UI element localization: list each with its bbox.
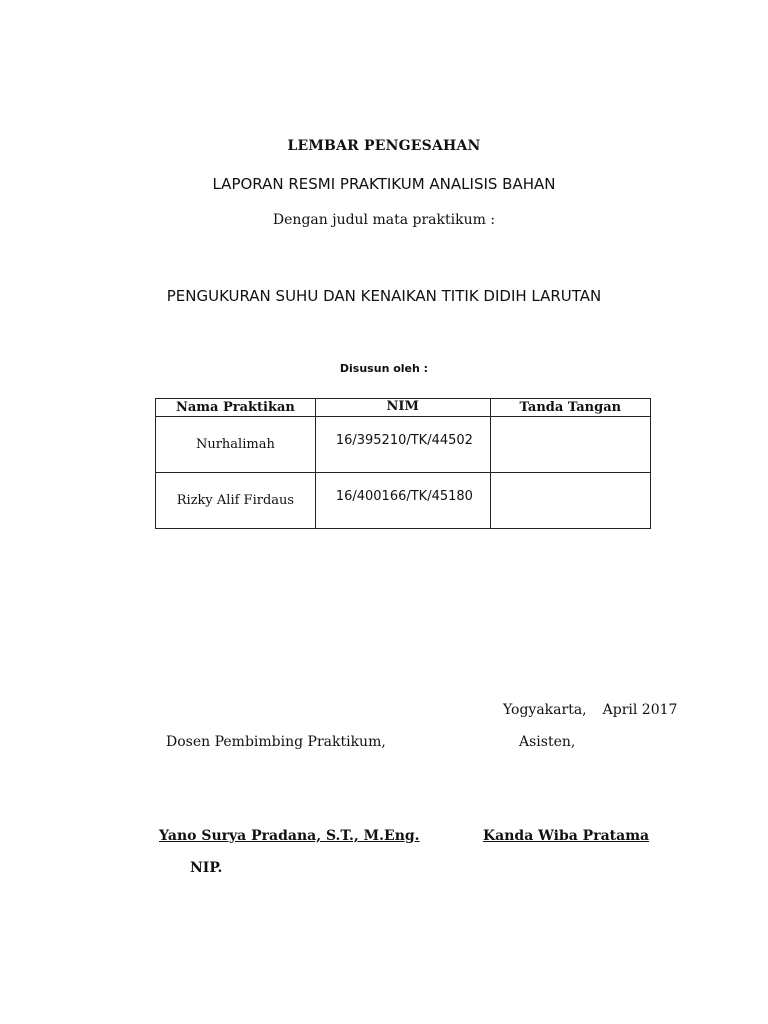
header-signature: Tanda Tangan	[490, 399, 650, 417]
participant-name: Nurhalimah	[156, 417, 316, 473]
table-row	[156, 417, 651, 473]
nip-label: NIP.	[190, 860, 223, 876]
place: Yogyakarta,	[503, 702, 587, 718]
date: April 2017	[602, 702, 678, 718]
author-label: Disusun oleh :	[339, 362, 429, 375]
place-date	[503, 702, 677, 718]
assistant-title: Asisten,	[519, 734, 576, 750]
lecturer-title: Dosen Pembimbing Praktikum,	[166, 734, 386, 750]
participant-nim: 16/395210/TK/44502	[315, 417, 490, 473]
practicum-topic: PENGUKURAN SUHU DAN KENAIKAN TITIK DIDIH LARUTAN	[166, 287, 602, 305]
assistant-name: Kanda Wiba Pratama	[483, 828, 650, 844]
report-subtitle: LAPORAN RESMI PRAKTIKUM ANALISIS BAHAN	[212, 175, 556, 193]
header-name: Nama Praktikan	[156, 399, 316, 417]
participant-name: Rizky Alif Firdaus	[156, 473, 316, 529]
topic-intro: Dengan judul mata praktikum :	[272, 212, 496, 228]
participants-table	[155, 398, 651, 529]
table-header-row	[156, 399, 651, 417]
participant-nim: 16/400166/TK/45180	[315, 473, 490, 529]
table-row	[156, 473, 651, 529]
page-title: LEMBAR PENGESAHAN	[287, 138, 481, 154]
signature-cell	[490, 473, 650, 529]
header-nim: NIM	[315, 399, 490, 417]
lecturer-name: Yano Surya Pradana, S.T., M.Eng.	[159, 828, 420, 844]
signature-cell	[490, 417, 650, 473]
